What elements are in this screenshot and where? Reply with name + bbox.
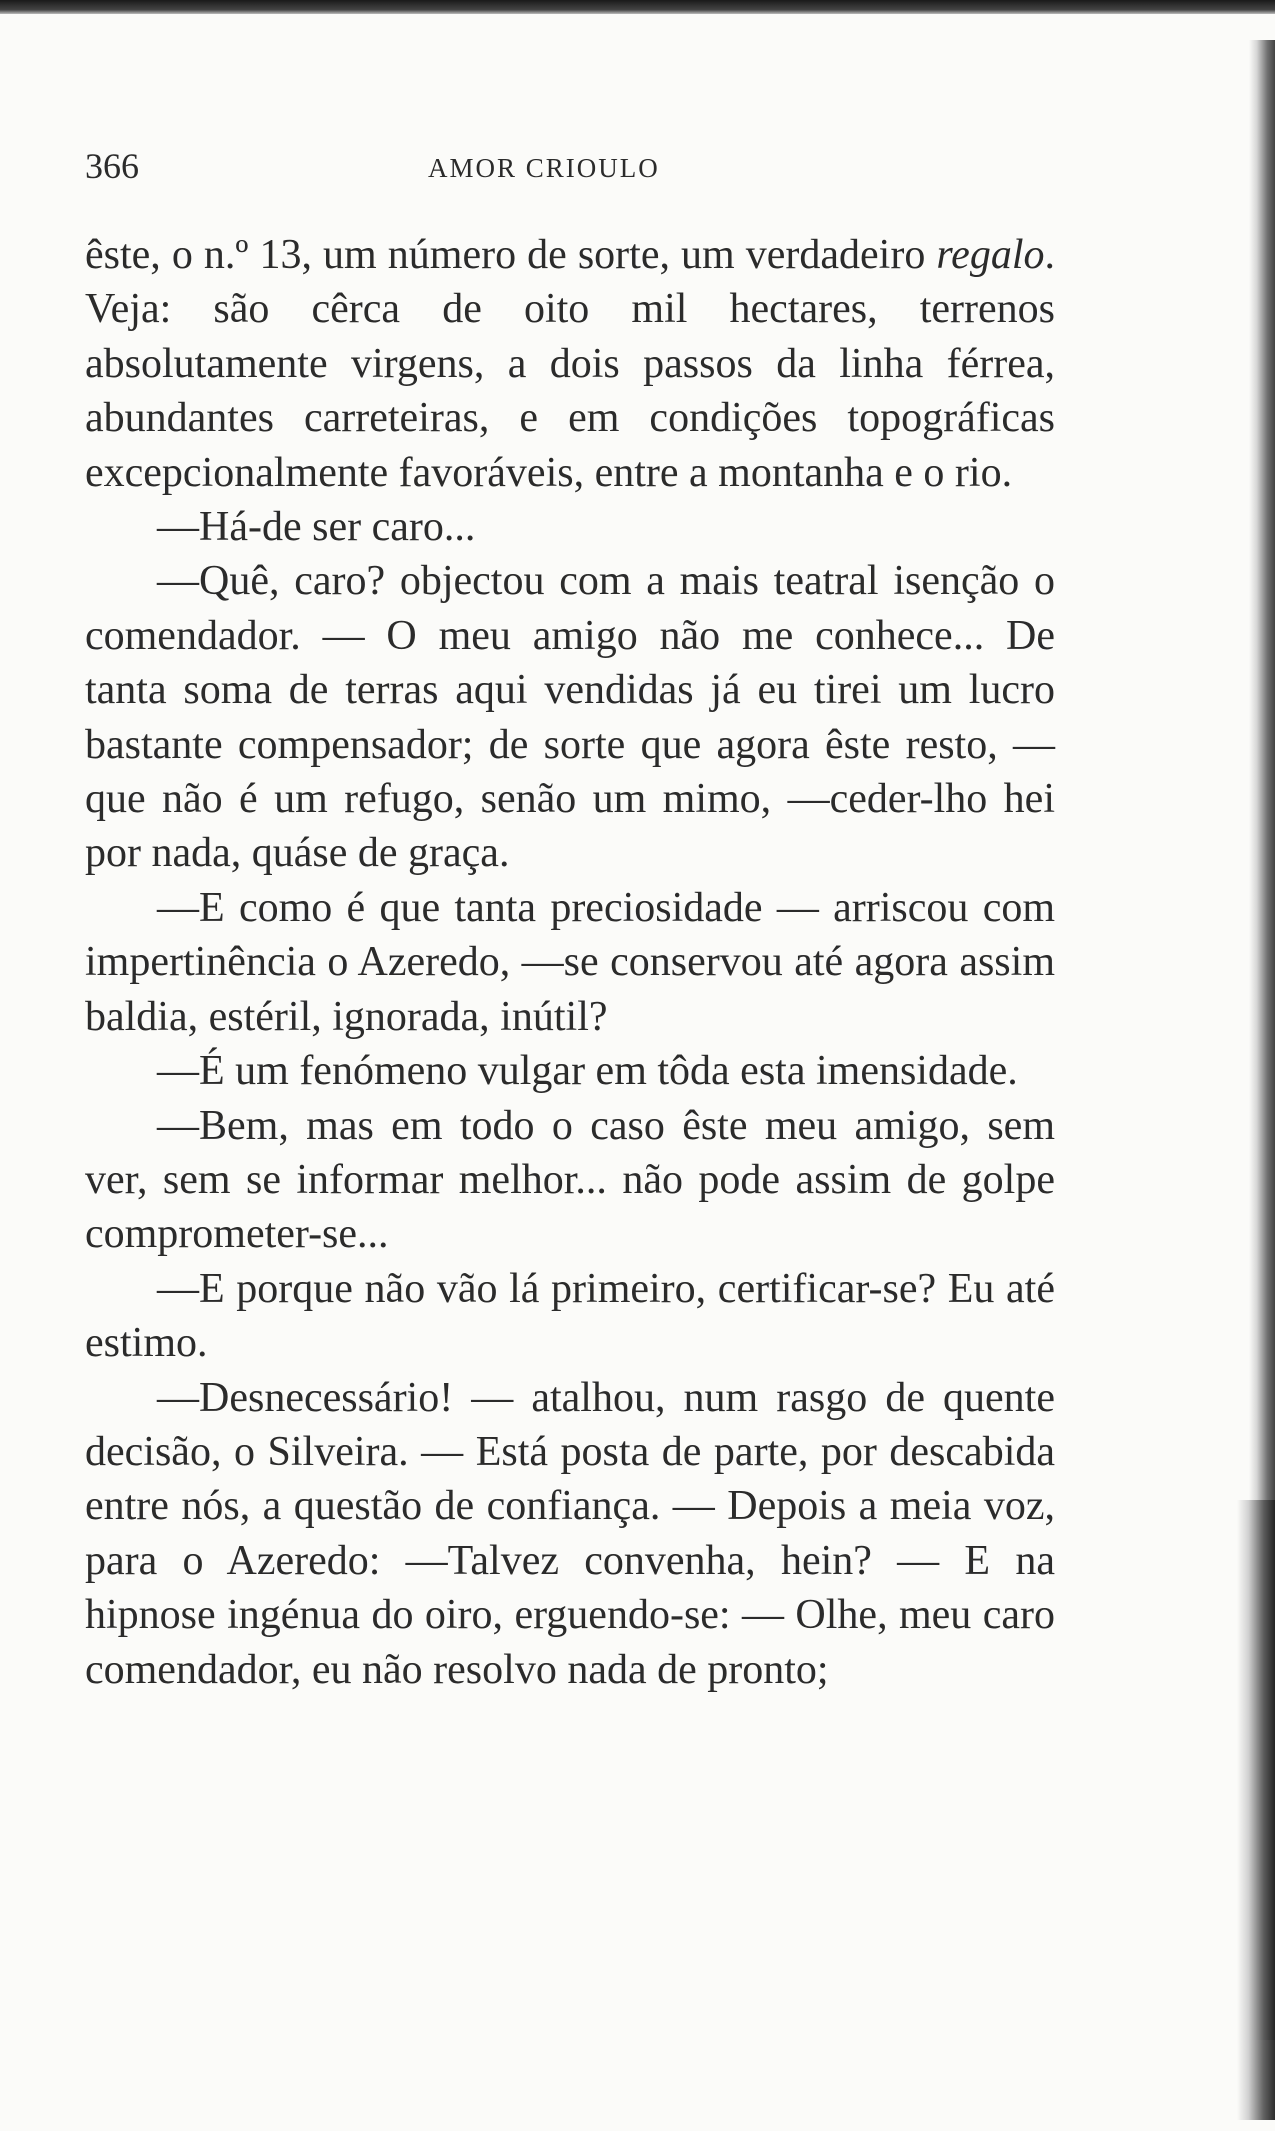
page-number: 366 xyxy=(85,146,139,186)
page-header xyxy=(85,145,1085,195)
page-right-edge-dark-shadow xyxy=(1237,1500,1275,2120)
paragraph-text: êste, o n.º 13, um número de sorte, um verdadeiro xyxy=(85,232,937,278)
paragraph-continuation xyxy=(85,228,1055,500)
paragraph: —E como é que tanta preciosidade — arriscou com impertinência o Azeredo, —se conservou até agora assim baldia, estéril, ignorada, inútil? xyxy=(85,884,1055,1040)
paragraph: —Há-de ser caro... xyxy=(157,504,476,551)
paragraph-text: . Veja: são cêrca de oito mil hectares, terrenos absolutamente virgens, a dois passos da linha férrea, abundantes carreteiras, e em condições topográficas excepcionalmente favoráveis, entre a montanha e o rio. xyxy=(85,232,1055,496)
paragraph: —Quê, caro? objectou com a mais teatral isenção o comendador. — O meu amigo não me conhece... De tanta soma de terras aqui vendidas já eu tirei um lucro bastante compensador; de sorte que agora êste resto, —que não é um refugo, senão um mimo, —ceder-lho hei por nada, quáse de graça. xyxy=(85,558,1055,877)
paragraph: —E porque não vão lá primeiro, certificar-se? Eu até estimo. xyxy=(85,1265,1055,1367)
paragraph: —Bem, mas em todo o caso êste meu amigo, sem ver, sem se informar melhor... não pode assim de golpe comprometer-se... xyxy=(85,1102,1055,1258)
paragraph: —Desnecessário! — atalhou, num rasgo de quente decisão, o Silveira. — Está posta de parte, por descabida entre nós, a questão de confiança. — Depois a meia voz, para o Azeredo: —Talvez convenha, hein? — E na hipnose ingénua do oiro, erguendo-se: — Olhe, meu caro comendador, eu não resolvo nada de pronto; xyxy=(85,1374,1055,1693)
paragraph: —É um fenómeno vulgar em tôda esta imensidade. xyxy=(157,1048,1018,1095)
body-text xyxy=(85,228,1055,1697)
italic-word: regalo xyxy=(936,232,1045,278)
running-head: AMOR CRIOULO xyxy=(428,153,660,183)
page-top-edge-shadow xyxy=(0,0,1275,14)
